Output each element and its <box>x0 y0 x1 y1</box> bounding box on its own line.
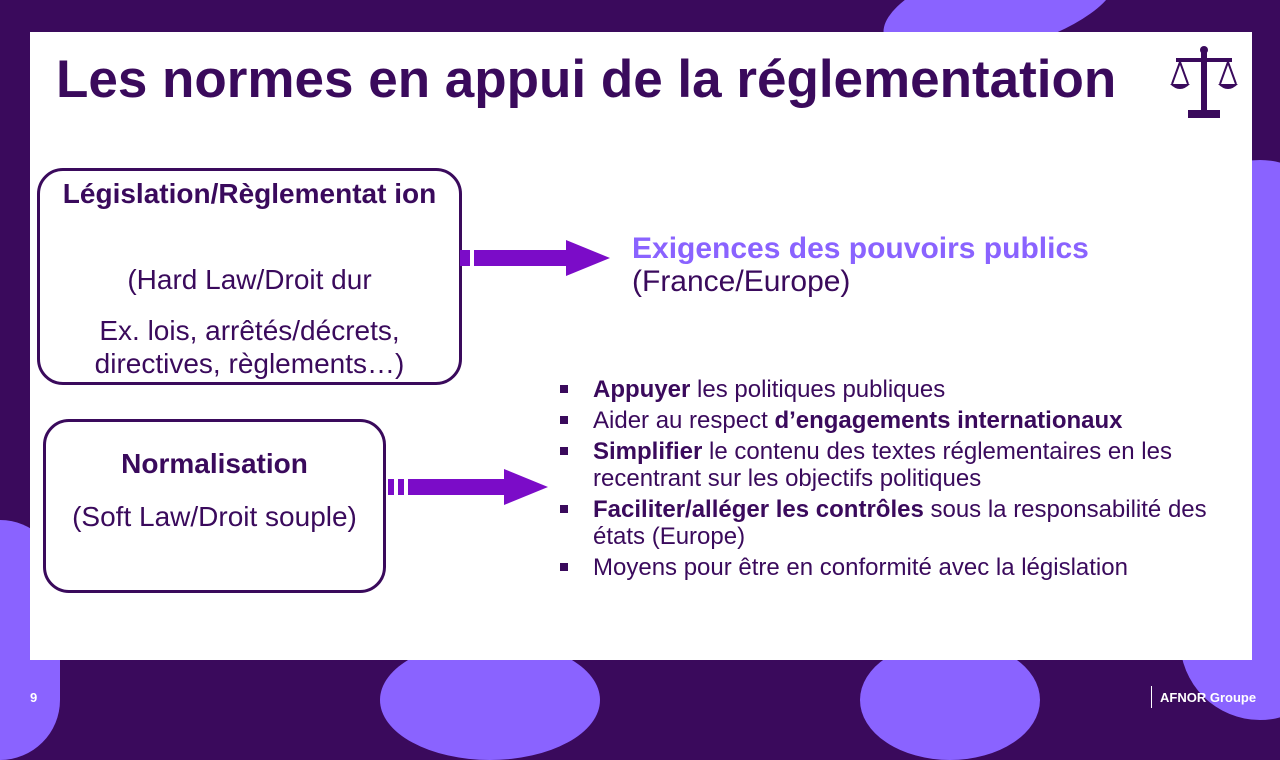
scale-of-justice-icon <box>1168 44 1240 122</box>
footer-brand: AFNOR Groupe <box>1160 690 1257 705</box>
list-item <box>560 554 1230 581</box>
list-item <box>560 496 1230 550</box>
bullet-square-icon <box>560 385 568 393</box>
bullet-square-icon <box>560 505 568 513</box>
list-item-text: Moyens pour être en conformité avec la législation <box>593 554 1128 581</box>
requirements-subtitle: (France/Europe) <box>632 265 851 298</box>
legislation-box <box>37 168 462 385</box>
benefits-list <box>560 376 1230 585</box>
list-item <box>560 438 1230 492</box>
list-item-text: le contenu des textes réglementaires en les recentrant sur les objectifs politiques <box>593 438 1172 492</box>
list-item-bold: Faciliter/alléger les contrôles <box>593 496 924 523</box>
normalisation-title: Normalisation <box>121 448 308 479</box>
list-item-bold: Appuyer <box>593 376 691 403</box>
legislation-arrow <box>460 240 610 276</box>
legislation-title: Législation/Règlementat ion <box>62 178 437 209</box>
page-number: 9 <box>30 690 38 705</box>
list-item-bold: d’engagements internationaux <box>774 407 1123 434</box>
normalisation-box <box>43 419 386 593</box>
legislation-line2: Ex. lois, arrêtés/décrets, directives, règlements…) <box>94 315 405 379</box>
list-item-bold: Simplifier <box>593 438 703 465</box>
bullet-square-icon <box>560 416 568 424</box>
requirements-title: Exigences des pouvoirs publics <box>632 232 1089 265</box>
normalisation-line1: (Soft Law/Droit souple) <box>72 501 357 532</box>
bullet-square-icon <box>560 563 568 571</box>
footer-divider <box>1151 686 1152 708</box>
normalisation-arrow <box>388 469 548 505</box>
slide-title: Les normes en appui de la réglementation <box>56 50 1117 109</box>
list-item <box>560 376 1230 403</box>
bullet-square-icon <box>560 447 568 455</box>
legislation-line1: (Hard Law/Droit dur <box>127 264 372 295</box>
list-item-text: sous la responsabilité des états (Europe) <box>593 496 1207 550</box>
list-item <box>560 407 1230 434</box>
list-item-text: Aider au respect <box>593 407 775 434</box>
list-item-text: les politiques publiques <box>690 376 946 403</box>
